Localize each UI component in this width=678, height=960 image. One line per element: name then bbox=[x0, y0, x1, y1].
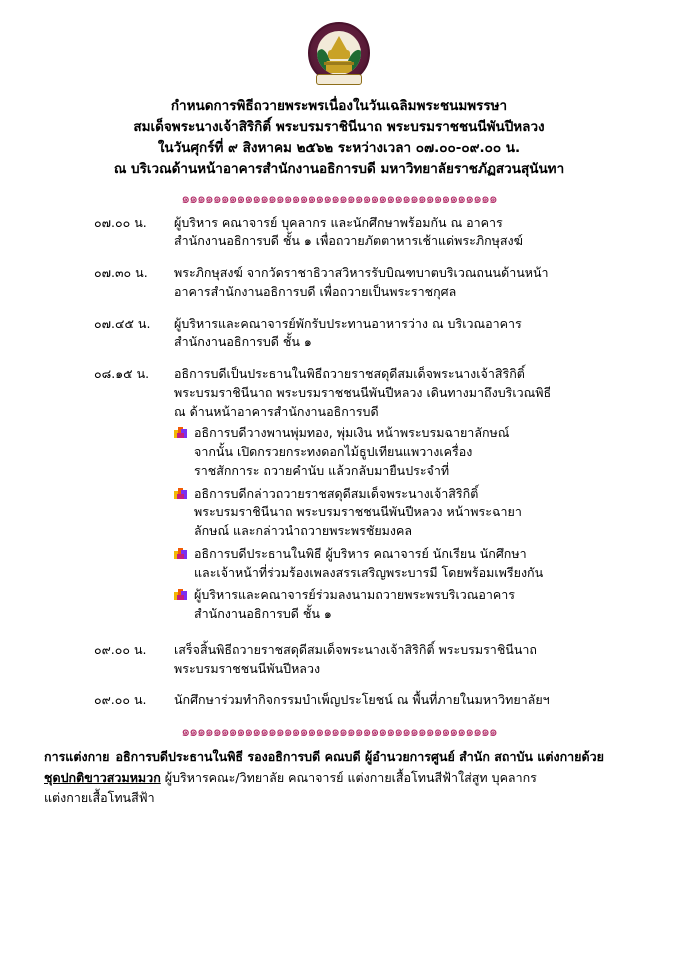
schedule-detail bbox=[174, 365, 640, 628]
sublist-item bbox=[174, 424, 640, 480]
sublist-item bbox=[174, 545, 640, 583]
detail-line: อธิการบดีเป็นประธานในพิธีถวายราชสดุดีสมเด็จพระนางเจ้าสิริกิติ์ bbox=[174, 366, 525, 382]
schedule-detail bbox=[174, 214, 640, 252]
sublist-item bbox=[174, 485, 640, 541]
schedule-row bbox=[42, 691, 640, 710]
emblem-container bbox=[0, 0, 678, 86]
detail-line: พระภิกษุสงฆ์ จากวัดราชาธิวาสวิหารรับบิณฑบาตบริเวณถนนด้านหน้า bbox=[174, 265, 549, 281]
schedule-row bbox=[42, 214, 640, 252]
header-line-4: ณ บริเวณด้านหน้าอาคารสำนักงานอธิการบดี มหาวิทยาลัยราชภัฏสวนสุนันทา bbox=[113, 160, 565, 177]
schedule-sublist bbox=[174, 424, 640, 624]
dress-code-label: การแต่งกาย bbox=[44, 749, 110, 765]
detail-line: พระบรมราชินีนาถ พระบรมราชชนนีพันปีหลวง เดินทางมาถึงบริเวณพิธี bbox=[174, 384, 552, 400]
header-line-1: กำหนดการพิธีถวายพระพรเนื่องในวันเฉลิมพระชนมพรรษา bbox=[170, 98, 508, 114]
dress-code-line-2: ผู้บริหารคณะ/วิทยาลัย คณาจารย์ แต่งกายเสื้อโทนสีฟ้าใส่สูท บุคลากร bbox=[160, 770, 537, 786]
schedule-detail bbox=[174, 691, 640, 710]
schedule-time: ๐๗.๓๐ น. bbox=[94, 265, 148, 281]
schedule-detail bbox=[174, 315, 640, 353]
detail-line: อาคารสำนักงานอธิการบดี เพื่อถวายเป็นพระราชกุศล bbox=[174, 283, 457, 299]
detail-line: เสร็จสิ้นพิธีถวายราชสดุดีสมเด็จพระนางเจ้าสิริกิติ์ พระบรมราชินีนาถ bbox=[174, 641, 537, 657]
sublist-line: อธิการบดีกล่าวถวายราชสดุดีสมเด็จพระนางเจ้าสิริกิติ์ bbox=[194, 485, 479, 501]
schedule-row bbox=[42, 641, 640, 679]
detail-line: พระบรมราชชนนีพันปีหลวง bbox=[174, 660, 321, 676]
sublist-line: อธิการบดีประธานในพิธี ผู้บริหาร คณาจารย์ นักเรียน นักศึกษา bbox=[194, 545, 527, 561]
sublist-line: สำนักงานอธิการบดี ชั้น ๑ bbox=[194, 606, 332, 622]
sublist-item bbox=[174, 586, 640, 624]
schedule-row bbox=[42, 264, 640, 302]
detail-line: ผู้บริหารและคณาจารย์พักรับประทานอาหารว่าง ณ บริเวณอาคาร bbox=[174, 315, 522, 331]
schedule-time: ๐๗.๔๕ น. bbox=[94, 315, 151, 331]
sublist-line: อธิการบดีวางพานพุ่มทอง, พุ่มเงิน หน้าพระบรมฉายาลักษณ์ bbox=[194, 425, 510, 441]
schedule-list bbox=[0, 214, 678, 711]
dress-code-emphasis: ชุดปกติขาวสวมหมวก bbox=[44, 770, 161, 786]
sublist-line: และเจ้าหน้าที่ร่วมร้องเพลงสรรเสริญพระบารมี โดยพร้อมเพรียงกัน bbox=[194, 564, 544, 580]
document-header bbox=[0, 96, 678, 180]
schedule-time: ๐๙.๐๐ น. bbox=[94, 692, 147, 708]
decorative-divider-top: ๑๑๑๑๑๑๑๑๑๑๑๑๑๑๑๑๑๑๑๑๑๑๑๑๑๑๑๑๑๑๑๑๑๑๑๑๑๑๑๑ bbox=[181, 190, 497, 207]
pinwheel-bullet-icon bbox=[174, 589, 187, 601]
sublist-line: ผู้บริหารและคณาจารย์ร่วมลงนามถวายพระพรบริเวณอาคาร bbox=[194, 587, 515, 603]
schedule-row bbox=[42, 315, 640, 353]
dress-code-line-3: แต่งกายเสื้อโทนสีฟ้า bbox=[44, 790, 155, 806]
pinwheel-bullet-icon bbox=[174, 427, 187, 439]
detail-line: สำนักงานอธิการบดี ชั้น ๑ bbox=[174, 334, 312, 350]
sublist-line: จากนั้น เปิดกรวยกระทงดอกไม้ธูปเทียนแพวางเครื่อง bbox=[194, 444, 473, 460]
schedule-time: ๐๙.๐๐ น. bbox=[94, 641, 147, 657]
header-line-2: สมเด็จพระนางเจ้าสิริกิติ์ พระบรมราชินีนาถ พระบรมราชชนนีพันปีหลวง bbox=[133, 118, 545, 135]
sublist-line: ลักษณ์ และกล่าวนำถวายพระพรชัยมงคล bbox=[194, 523, 413, 539]
detail-line: นักศึกษาร่วมทำกิจกรรมบำเพ็ญประโยชน์ ณ พื้นที่ภายในมหาวิทยาลัยฯ bbox=[174, 692, 550, 708]
dress-code-line-1: อธิการบดีประธานในพิธี รองอธิการบดี คณบดี ผู้อำนวยการศูนย์ สำนัก สถาบัน แต่งกายด้วย bbox=[115, 749, 604, 765]
detail-line: สำนักงานอธิการบดี ชั้น ๑ เพื่อถวายภัตตาหารเช้าแด่พระภิกษุสงฆ์ bbox=[174, 233, 523, 249]
university-emblem-icon bbox=[308, 14, 370, 86]
schedule-detail bbox=[174, 264, 640, 302]
header-line-3: ในวันศุกร์ที่ ๙ สิงหาคม ๒๕๖๒ ระหว่างเวลา ๐๗.๐๐-๐๙.๐๐ น. bbox=[157, 139, 521, 156]
pinwheel-bullet-icon bbox=[174, 488, 187, 500]
schedule-detail bbox=[174, 641, 640, 679]
sublist-line: ราชสักการะ ถวายคำนับ แล้วกลับมายืนประจำที่ bbox=[194, 462, 450, 478]
pinwheel-bullet-icon bbox=[174, 548, 187, 560]
schedule-row bbox=[42, 365, 640, 628]
schedule-time: ๐๘.๑๕ น. bbox=[94, 366, 150, 382]
detail-line: ณ ด้านหน้าอาคารสำนักงานอธิการบดี bbox=[174, 403, 379, 419]
sublist-line: พระบรมราชินีนาถ พระบรมราชชนนีพันปีหลวง หน้าพระฉายา bbox=[194, 504, 522, 520]
schedule-time: ๐๗.๐๐ น. bbox=[94, 214, 147, 230]
detail-line: ผู้บริหาร คณาจารย์ บุคลากร และนักศึกษาพร้อมกัน ณ อาคาร bbox=[174, 214, 503, 230]
dress-code-block bbox=[0, 747, 678, 808]
decorative-divider-bottom: ๑๑๑๑๑๑๑๑๑๑๑๑๑๑๑๑๑๑๑๑๑๑๑๑๑๑๑๑๑๑๑๑๑๑๑๑๑๑๑๑ bbox=[181, 724, 497, 741]
